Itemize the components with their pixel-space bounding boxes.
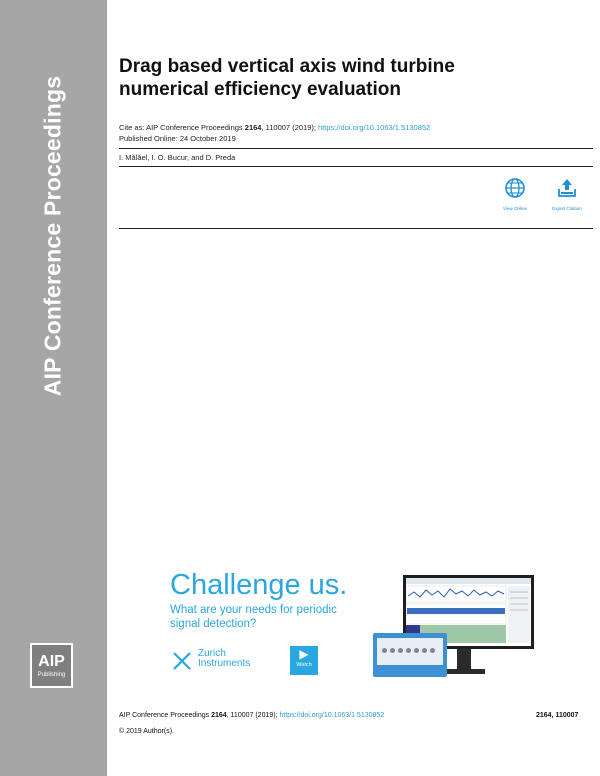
zurich-instruments-logo-icon [172,651,192,671]
doi-link[interactable]: https://doi.org/10.1063/1.5130852 [318,123,431,132]
footer-citation [119,712,384,719]
instrument-knob [414,648,419,653]
logo-sub: Publishing [37,672,66,678]
citation-line [119,123,430,132]
export-citation-label: Export Citation [552,206,582,211]
cite-prefix: Cite as: AIP Conference Proceedings [119,123,245,132]
title-line-2: numerical efficiency evaluation [119,79,401,100]
view-online-button[interactable] [495,177,535,211]
export-icon [556,177,578,199]
instrument-knob [422,648,427,653]
instrument-knob [430,648,435,653]
instrument-knob [406,648,411,653]
footer-journal: AIP Conference Proceedings [119,712,212,719]
sidebar [0,0,107,776]
published-date: Published Online: 24 October 2019 [119,134,236,143]
view-online-label: View Online [503,206,527,211]
instrument-knob [398,648,403,653]
footer-volume: 2164 [211,712,227,719]
title-line-1: Drag based vertical axis wind turbine [119,56,455,77]
instrument-panel [377,638,443,665]
divider [119,148,593,149]
advertisement[interactable] [160,565,560,685]
logo-main: AIP [38,653,65,670]
article-title [119,55,559,101]
brand-line-2: Instruments [198,658,251,669]
ad-subline-2: signal detection? [170,618,257,630]
divider [119,166,593,167]
aip-publishing-logo[interactable] [30,643,73,688]
footer-rest: , 110007 (2019); [226,712,280,719]
copyright: © 2019 Author(s). [119,728,174,735]
authors[interactable]: I. Mălăel, I. O. Bucur, and D. Preda [119,153,236,162]
brand-line-1: Zurich [198,648,226,659]
globe-icon [504,177,526,199]
ad-subline [170,603,370,631]
footer-doi-link[interactable]: https://doi.org/10.1063/1.5130852 [279,712,385,719]
cite-rest: , 110007 (2019); [261,123,319,132]
monitor-base [443,669,485,674]
watch-label: Watch [296,662,312,668]
instrument-knob [382,648,387,653]
cite-volume: 2164 [244,123,262,132]
monitor-stand [457,649,471,671]
instrument-image [373,633,447,677]
play-icon: ▶ [299,647,309,661]
journal-name: AIP Conference Proceedings [39,75,66,397]
ad-subline-1: What are your needs for periodic [170,604,337,616]
watch-button[interactable] [290,646,318,675]
instrument-knob [390,648,395,653]
ad-headline: Challenge us. [170,569,348,601]
divider [119,228,593,229]
export-citation-button[interactable] [547,177,587,211]
brand-name [198,649,250,669]
footer-page-ref: 2164, 110007 [536,712,579,719]
